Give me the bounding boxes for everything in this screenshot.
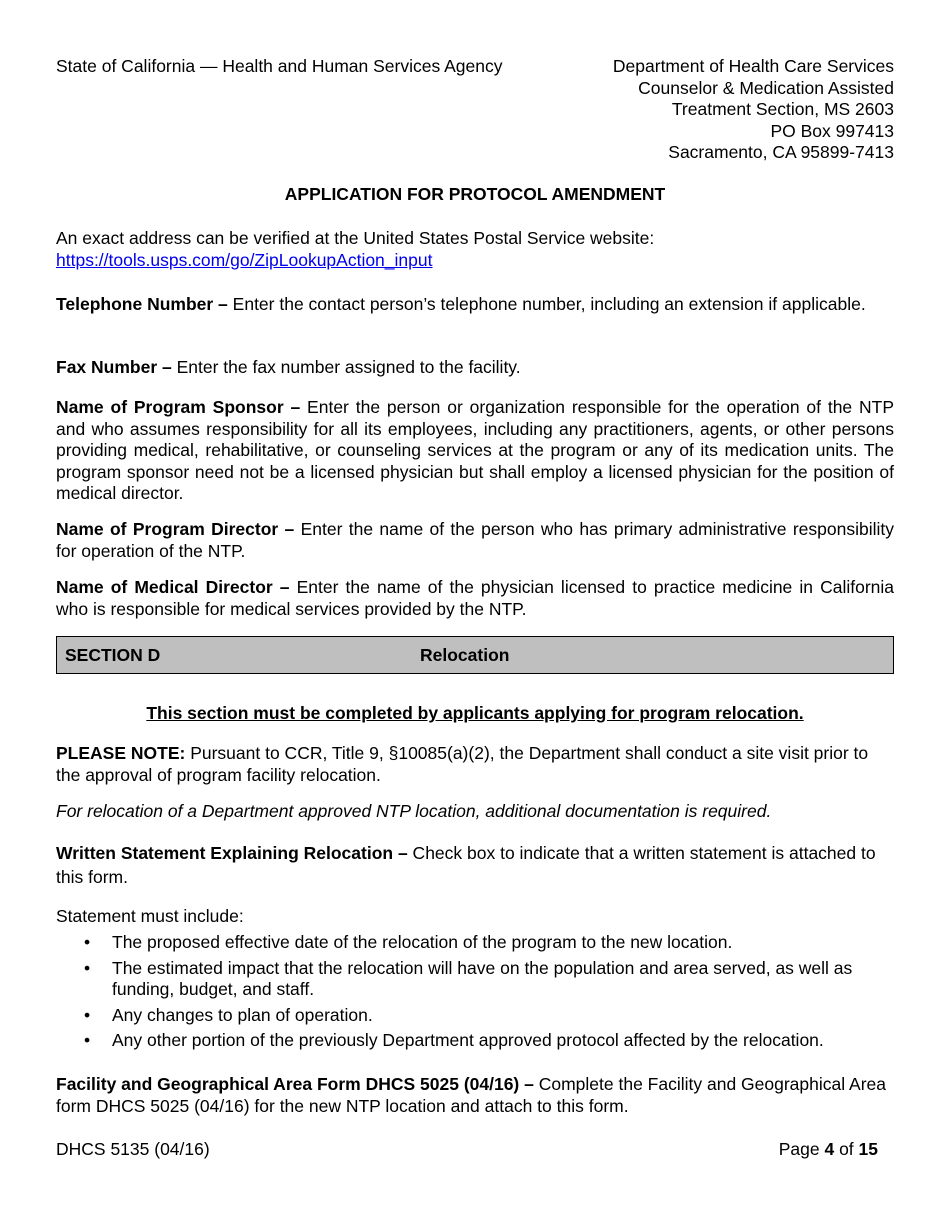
address-line: PO Box 997413 [770, 120, 894, 141]
sponsor-paragraph [56, 397, 894, 505]
statement-intro: Statement must include: [56, 906, 244, 926]
current-page: 4 [824, 1139, 835, 1159]
usps-paragraph [56, 228, 894, 271]
please-note-text: Pursuant to CCR, Title 9, §10085(a)(2), the Department shall conduct a site visit prior to the approval of program facility relocation. [56, 743, 869, 785]
fax-paragraph [56, 357, 894, 379]
sponsor-label: Name of Program Sponsor – [56, 397, 301, 417]
bullet-icon: • [84, 957, 91, 978]
address-line: Counselor & Medication Assisted [638, 77, 894, 98]
agency-name: State of California — Health and Human Services Agency [56, 56, 503, 76]
page-number: Page 4 of 15 [778, 1139, 878, 1159]
telephone-label: Telephone Number – [56, 294, 228, 314]
section-notice: This section must be completed by applicants applying for program relocation. [146, 703, 804, 723]
facility-form-label: Facility and Geographical Area Form DHCS 5025 (04/16) – [56, 1074, 534, 1094]
usps-link[interactable]: https://tools.usps.com/go/ZipLookupAction_input [56, 249, 433, 270]
address-line: Treatment Section, MS 2603 [671, 99, 894, 119]
form-id: DHCS 5135 (04/16) [56, 1139, 210, 1159]
telephone-text: Enter the contact person’s telephone number, including an extension if applicable. [227, 294, 866, 314]
facility-form-paragraph [56, 1074, 894, 1117]
department-address [613, 56, 894, 164]
document-title: APPLICATION FOR PROTOCOL AMENDMENT [284, 184, 666, 204]
list-item: • Any other portion of the previously Department approved protocol affected by the relocation. [84, 1030, 824, 1050]
statement-list [56, 932, 894, 1056]
address-line: Sacramento, CA 95899-7413 [668, 142, 894, 162]
section-name: Relocation [420, 645, 510, 665]
italic-note: For relocation of a Department approved NTP location, additional documentation is required. [56, 801, 772, 821]
written-statement-text: Check box to indicate that a written statement is attached to this form. [56, 843, 876, 887]
usps-text: An exact address can be verified at the United States Postal Service website: [56, 228, 655, 248]
fax-text: Enter the fax number assigned to the facility. [171, 357, 521, 377]
fax-label: Fax Number – [56, 357, 172, 377]
program-director-paragraph [56, 519, 894, 562]
bullet-icon: • [84, 1030, 91, 1050]
list-item: • The estimated impact that the relocation will have on the population and area served, as well as funding, budget, and staff. [84, 957, 853, 999]
written-statement-label: Written Statement Explaining Relocation – [56, 843, 408, 863]
total-pages: 15 [858, 1139, 878, 1159]
list-item: • Any changes to plan of operation. [84, 1004, 373, 1025]
address-line: Department of Health Care Services [612, 56, 894, 76]
please-note-paragraph [56, 743, 894, 786]
medical-director-paragraph [56, 577, 894, 620]
section-code: SECTION D [65, 645, 161, 665]
written-statement-paragraph [56, 841, 894, 889]
facility-form-text: Complete the Facility and Geographical Area form DHCS 5025 (04/16) for the new NTP location and attach to this form. [56, 1074, 886, 1116]
program-director-label: Name of Program Director – [56, 519, 295, 539]
section-d-header [56, 636, 894, 674]
medical-director-label: Name of Medical Director – [56, 577, 290, 597]
bullet-icon: • [84, 932, 91, 952]
medical-director-text: Enter the name of the physician licensed to practice medicine in California who is responsible for medical services provided by the NTP. [56, 577, 895, 619]
list-item: • The proposed effective date of the relocation of the program to the new location. [84, 932, 733, 952]
bullet-icon: • [84, 1004, 91, 1025]
program-director-text: Enter the name of the person who has primary administrative responsibility for operation of the NTP. [56, 519, 894, 561]
telephone-paragraph [56, 292, 894, 316]
please-note-label: PLEASE NOTE: [56, 743, 186, 763]
sponsor-text: Enter the person or organization responsible for the operation of the NTP and who assumes responsibility for all its employees, including any practitioners, agents, or other persons providing medical, rehabilitative, or counseling services at the program or any of its medication units. The program sponsor need not be a licensed physician but shall employ a licensed physician for the position of medical director. [56, 397, 894, 503]
